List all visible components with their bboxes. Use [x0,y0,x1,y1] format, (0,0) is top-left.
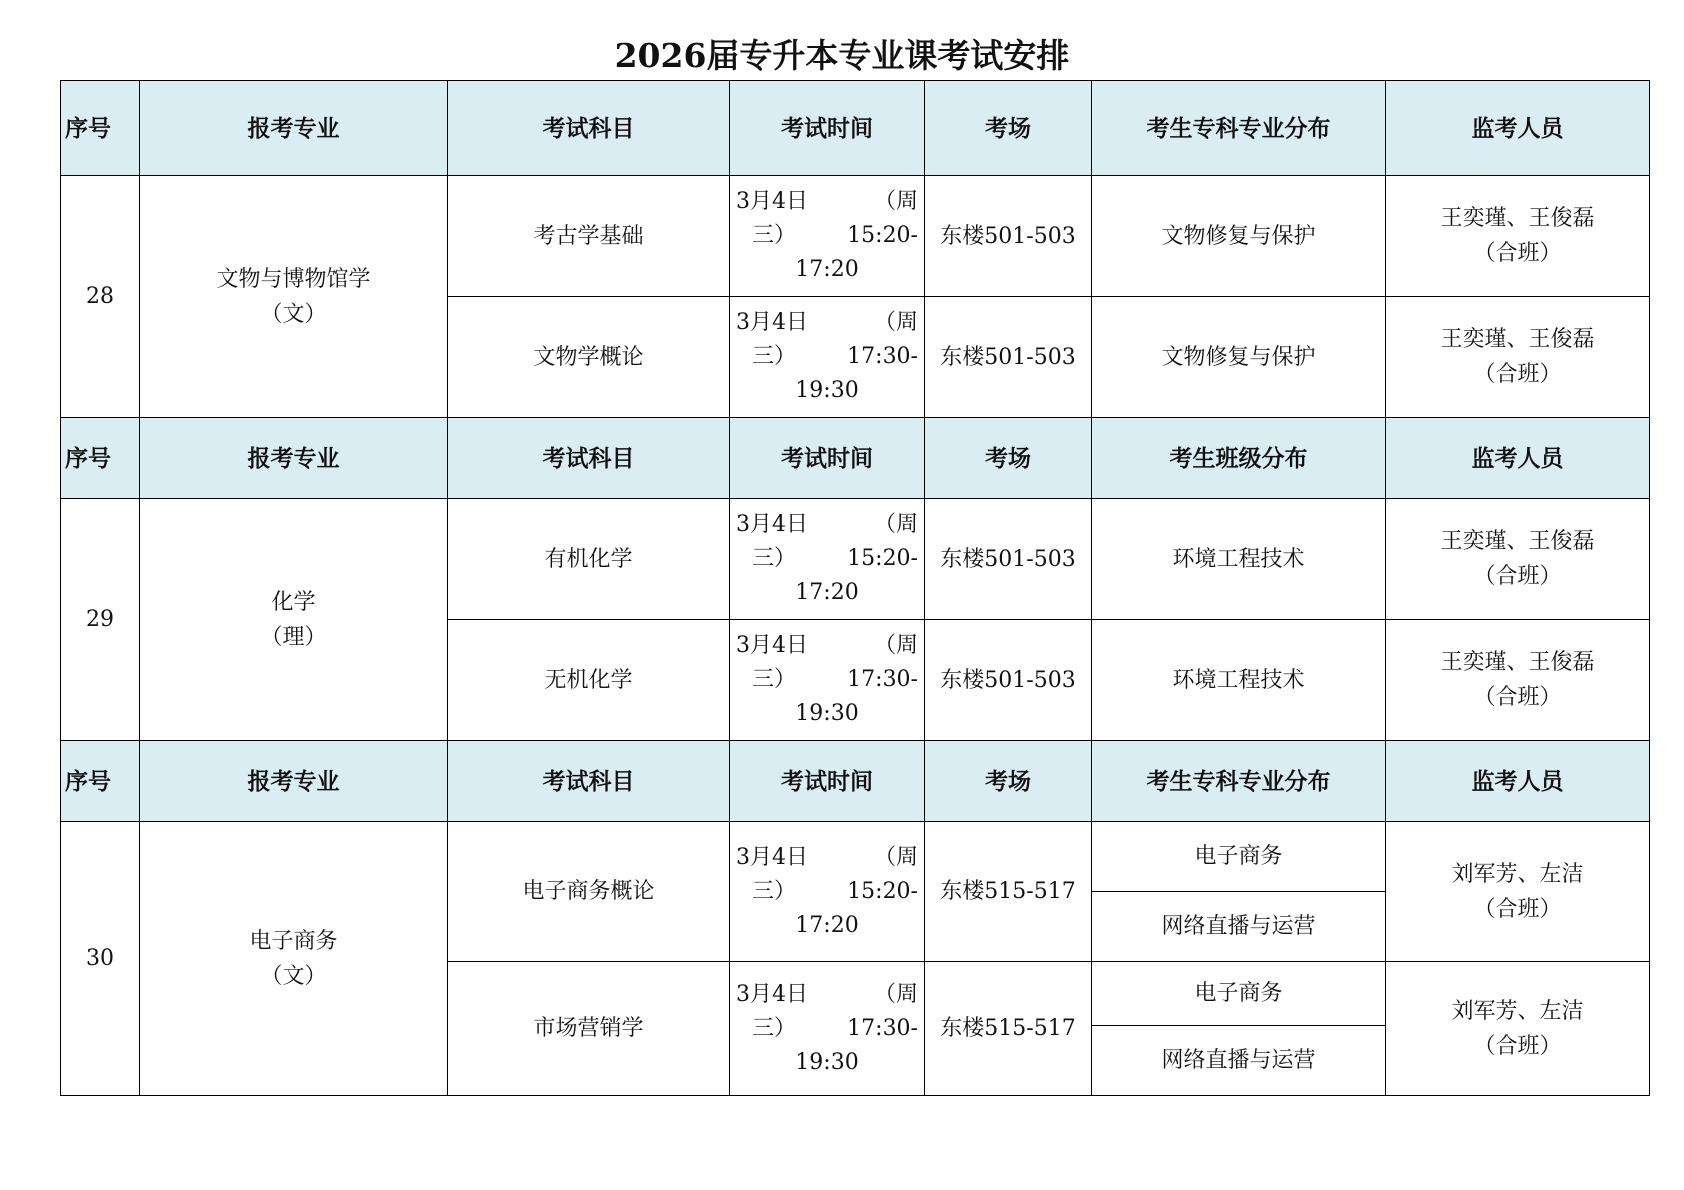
exam-weekday-open: （周 [873,512,918,537]
distribution-cell: 文物修复与保护 [1092,176,1386,297]
exam-date: 3月4日 [736,844,808,870]
header-row [61,418,1650,499]
time-cell [730,962,925,1096]
supervisor-note: （合班） [1473,362,1562,387]
exam-weekday-close: 三） [752,878,797,904]
table-row [61,176,1650,297]
major-cell [140,499,448,741]
table-row [61,499,1650,620]
time-cell [730,176,925,297]
exam-date: 3月4日 [736,310,808,335]
supervisor-names: 王奕瑾、王俊磊 [1440,650,1595,675]
page-title: 2026届专升本专业课考试安排 [614,36,1070,75]
seq-cell: 28 [61,176,140,418]
subject-cell: 市场营销学 [448,962,730,1096]
exam-weekday-close: 三） [752,667,797,692]
exam-date: 3月4日 [736,189,808,214]
distribution-cell: 环境工程技术 [1092,620,1386,741]
time-cell [730,499,925,620]
distribution-cell: 网络直播与运营 [1092,1026,1386,1096]
exam-time-end: 19:30 [795,1049,859,1075]
supervisor-note: （合班） [1473,896,1562,922]
supervisor-cell [1386,297,1650,418]
header-room: 考场 [925,741,1092,822]
exam-time-end: 17:20 [795,257,859,282]
supervisor-cell [1386,962,1650,1096]
header-major: 报考专业 [140,418,448,499]
time-cell [730,822,925,962]
exam-time-end: 17:20 [795,580,859,605]
header-row [61,81,1650,176]
header-row [61,741,1650,822]
header-room: 考场 [925,418,1092,499]
header-distribution: 考生班级分布 [1092,418,1386,499]
header-distribution: 考生专科专业分布 [1092,741,1386,822]
supervisor-note: （合班） [1473,564,1562,589]
exam-weekday-close: 三） [752,1015,797,1041]
room-cell: 东楼501-503 [925,620,1092,741]
header-room: 考场 [925,81,1092,176]
distribution-cell: 网络直播与运营 [1092,892,1386,962]
table-row [61,822,1650,892]
exam-date: 3月4日 [736,512,808,537]
supervisor-names: 刘军芳、左洁 [1451,861,1584,887]
exam-time-start: 17:30- [847,344,918,369]
header-supervisor: 监考人员 [1386,81,1650,176]
major-track: （文） [260,301,327,327]
supervisor-note: （合班） [1473,685,1562,710]
room-cell: 东楼501-503 [925,499,1092,620]
header-seq: 序号 [61,418,140,499]
exam-weekday-close: 三） [752,344,797,369]
exam-weekday-open: （周 [873,844,918,870]
header-seq: 序号 [61,81,140,176]
header-subject: 考试科目 [448,741,730,822]
header-supervisor: 监考人员 [1386,741,1650,822]
major-track: （理） [260,624,327,650]
exam-date: 3月4日 [736,981,808,1007]
seq-cell: 29 [61,499,140,741]
exam-weekday-open: （周 [873,633,918,658]
exam-time-end: 19:30 [795,701,859,726]
header-time: 考试时间 [730,418,925,499]
header-distribution: 考生专科专业分布 [1092,81,1386,176]
header-subject: 考试科目 [448,81,730,176]
exam-weekday-open: （周 [873,189,918,214]
exam-time-start: 15:20- [847,223,918,248]
supervisor-cell [1386,822,1650,962]
distribution-cell: 文物修复与保护 [1092,297,1386,418]
time-cell [730,620,925,741]
exam-time-end: 17:20 [795,912,859,938]
major-name: 化学 [271,589,316,615]
subject-cell: 无机化学 [448,620,730,741]
major-name: 文物与博物馆学 [216,266,371,292]
supervisor-names: 王奕瑾、王俊磊 [1440,206,1595,231]
room-cell: 东楼501-503 [925,176,1092,297]
supervisor-cell [1386,499,1650,620]
header-seq: 序号 [61,741,140,822]
exam-time-start: 17:30- [847,667,918,692]
supervisor-note: （合班） [1473,241,1562,266]
header-time: 考试时间 [730,81,925,176]
subject-cell: 有机化学 [448,499,730,620]
room-cell: 东楼515-517 [925,822,1092,962]
supervisor-cell [1386,620,1650,741]
major-name: 电子商务 [249,928,338,954]
distribution-cell: 环境工程技术 [1092,499,1386,620]
subject-cell: 电子商务概论 [448,822,730,962]
header-major: 报考专业 [140,741,448,822]
exam-weekday-close: 三） [752,546,797,571]
exam-date: 3月4日 [736,633,808,658]
exam-weekday-open: （周 [873,981,918,1007]
major-cell [140,822,448,1096]
exam-schedule-table [60,80,1650,1096]
distribution-cell: 电子商务 [1092,962,1386,1026]
time-cell [730,297,925,418]
header-time: 考试时间 [730,741,925,822]
supervisor-cell [1386,176,1650,297]
exam-time-end: 19:30 [795,378,859,403]
exam-time-start: 15:20- [847,546,918,571]
exam-weekday-open: （周 [873,310,918,335]
exam-time-start: 17:30- [847,1015,918,1041]
supervisor-names: 刘军芳、左洁 [1451,998,1584,1024]
subject-cell: 文物学概论 [448,297,730,418]
supervisor-names: 王奕瑾、王俊磊 [1440,529,1595,554]
header-major: 报考专业 [140,81,448,176]
header-subject: 考试科目 [448,418,730,499]
exam-time-start: 15:20- [847,878,918,904]
supervisor-names: 王奕瑾、王俊磊 [1440,327,1595,352]
subject-cell: 考古学基础 [448,176,730,297]
room-cell: 东楼501-503 [925,297,1092,418]
seq-cell: 30 [61,822,140,1096]
major-track: （文） [260,963,327,989]
room-cell: 东楼515-517 [925,962,1092,1096]
distribution-cell: 电子商务 [1092,822,1386,892]
exam-weekday-close: 三） [752,223,797,248]
header-supervisor: 监考人员 [1386,418,1650,499]
major-cell [140,176,448,418]
supervisor-note: （合班） [1473,1033,1562,1059]
